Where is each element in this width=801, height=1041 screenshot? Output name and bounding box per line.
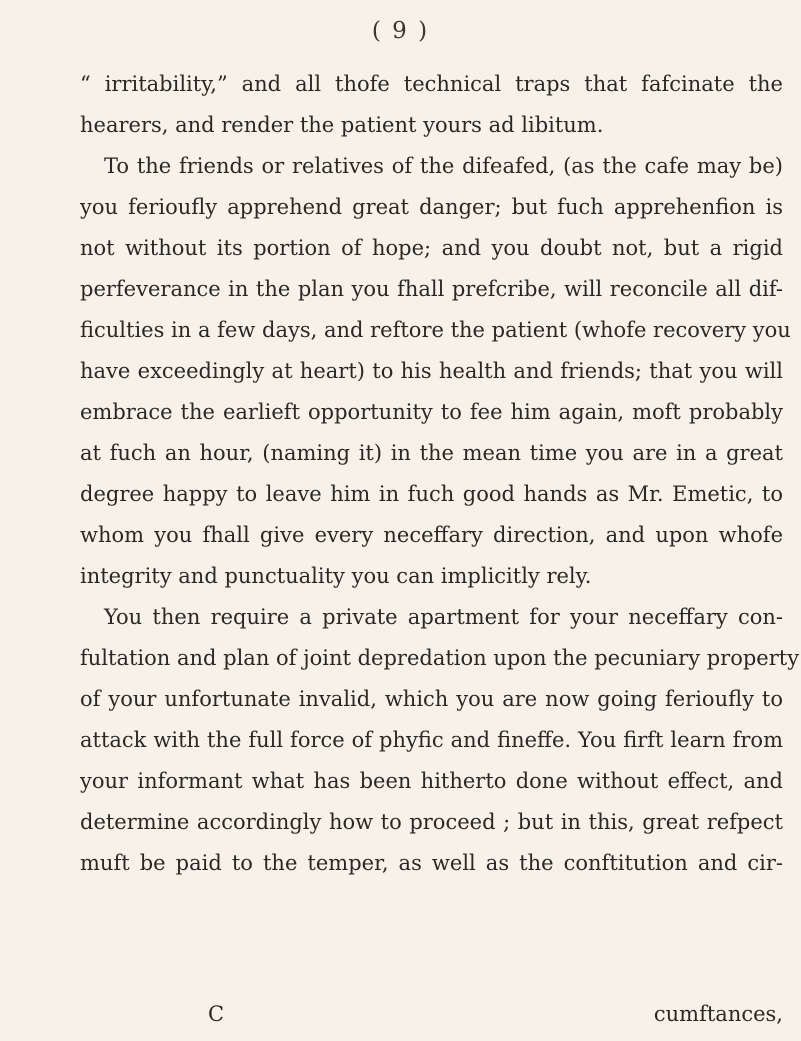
catchword: cumftances, (653, 1002, 783, 1026)
text-line: hearers, and render the patient yours ad libitum. (80, 113, 604, 137)
text-line: perfeverance in the plan you fhall prefcribe, will reconcile all dif- (80, 277, 783, 301)
text-line: have exceedingly at heart) to his health and friends; that you will (80, 359, 783, 383)
paragraph-start-line: To the friends or relatives of the difeafed, (as the cafe may be) (104, 154, 783, 178)
text-line: not without its portion of hope; and you doubt not, but a rigid (80, 236, 783, 260)
text-line: of your unfortunate invalid, which you are now going ferioufly to (80, 687, 783, 711)
paragraph-start-line: You then require a private apartment for your neceffary con- (104, 605, 783, 629)
signature-mark: C (208, 1002, 225, 1026)
page-footer (80, 994, 783, 1035)
text-line: “ irritability,” and all thofe technical traps that fafcinate the (80, 72, 783, 96)
page-number: ( 9 ) (371, 18, 430, 44)
text-line: fultation and plan of joint depredation upon the pecuniary property (80, 646, 800, 670)
text-line: determine accordingly how to proceed ; but in this, great refpect (80, 810, 783, 834)
body-text (80, 64, 800, 884)
text-line: ficulties in a few days, and reftore the patient (whofe recovery you (80, 318, 791, 342)
text-line: your informant what has been hitherto done without effect, and (80, 769, 783, 793)
text-line: degree happy to leave him in fuch good hands as Mr. Emetic, to (80, 482, 783, 506)
text-line: muft be paid to the temper, as well as the conftitution and cir- (80, 851, 783, 875)
text-line: whom you fhall give every neceffary direction, and upon whofe (80, 523, 783, 547)
text-line: embrace the earlieft opportunity to fee him again, moft probably (80, 400, 783, 424)
text-line: integrity and punctuality you can implicitly rely. (80, 564, 592, 588)
text-line: attack with the full force of phyfic and fineffe. You firft learn from (80, 728, 783, 752)
text-line: at fuch an hour, (naming it) in the mean time you are in a great (80, 441, 783, 465)
text-line: you ferioufly apprehend great danger; but fuch apprehenfion is (80, 195, 783, 219)
